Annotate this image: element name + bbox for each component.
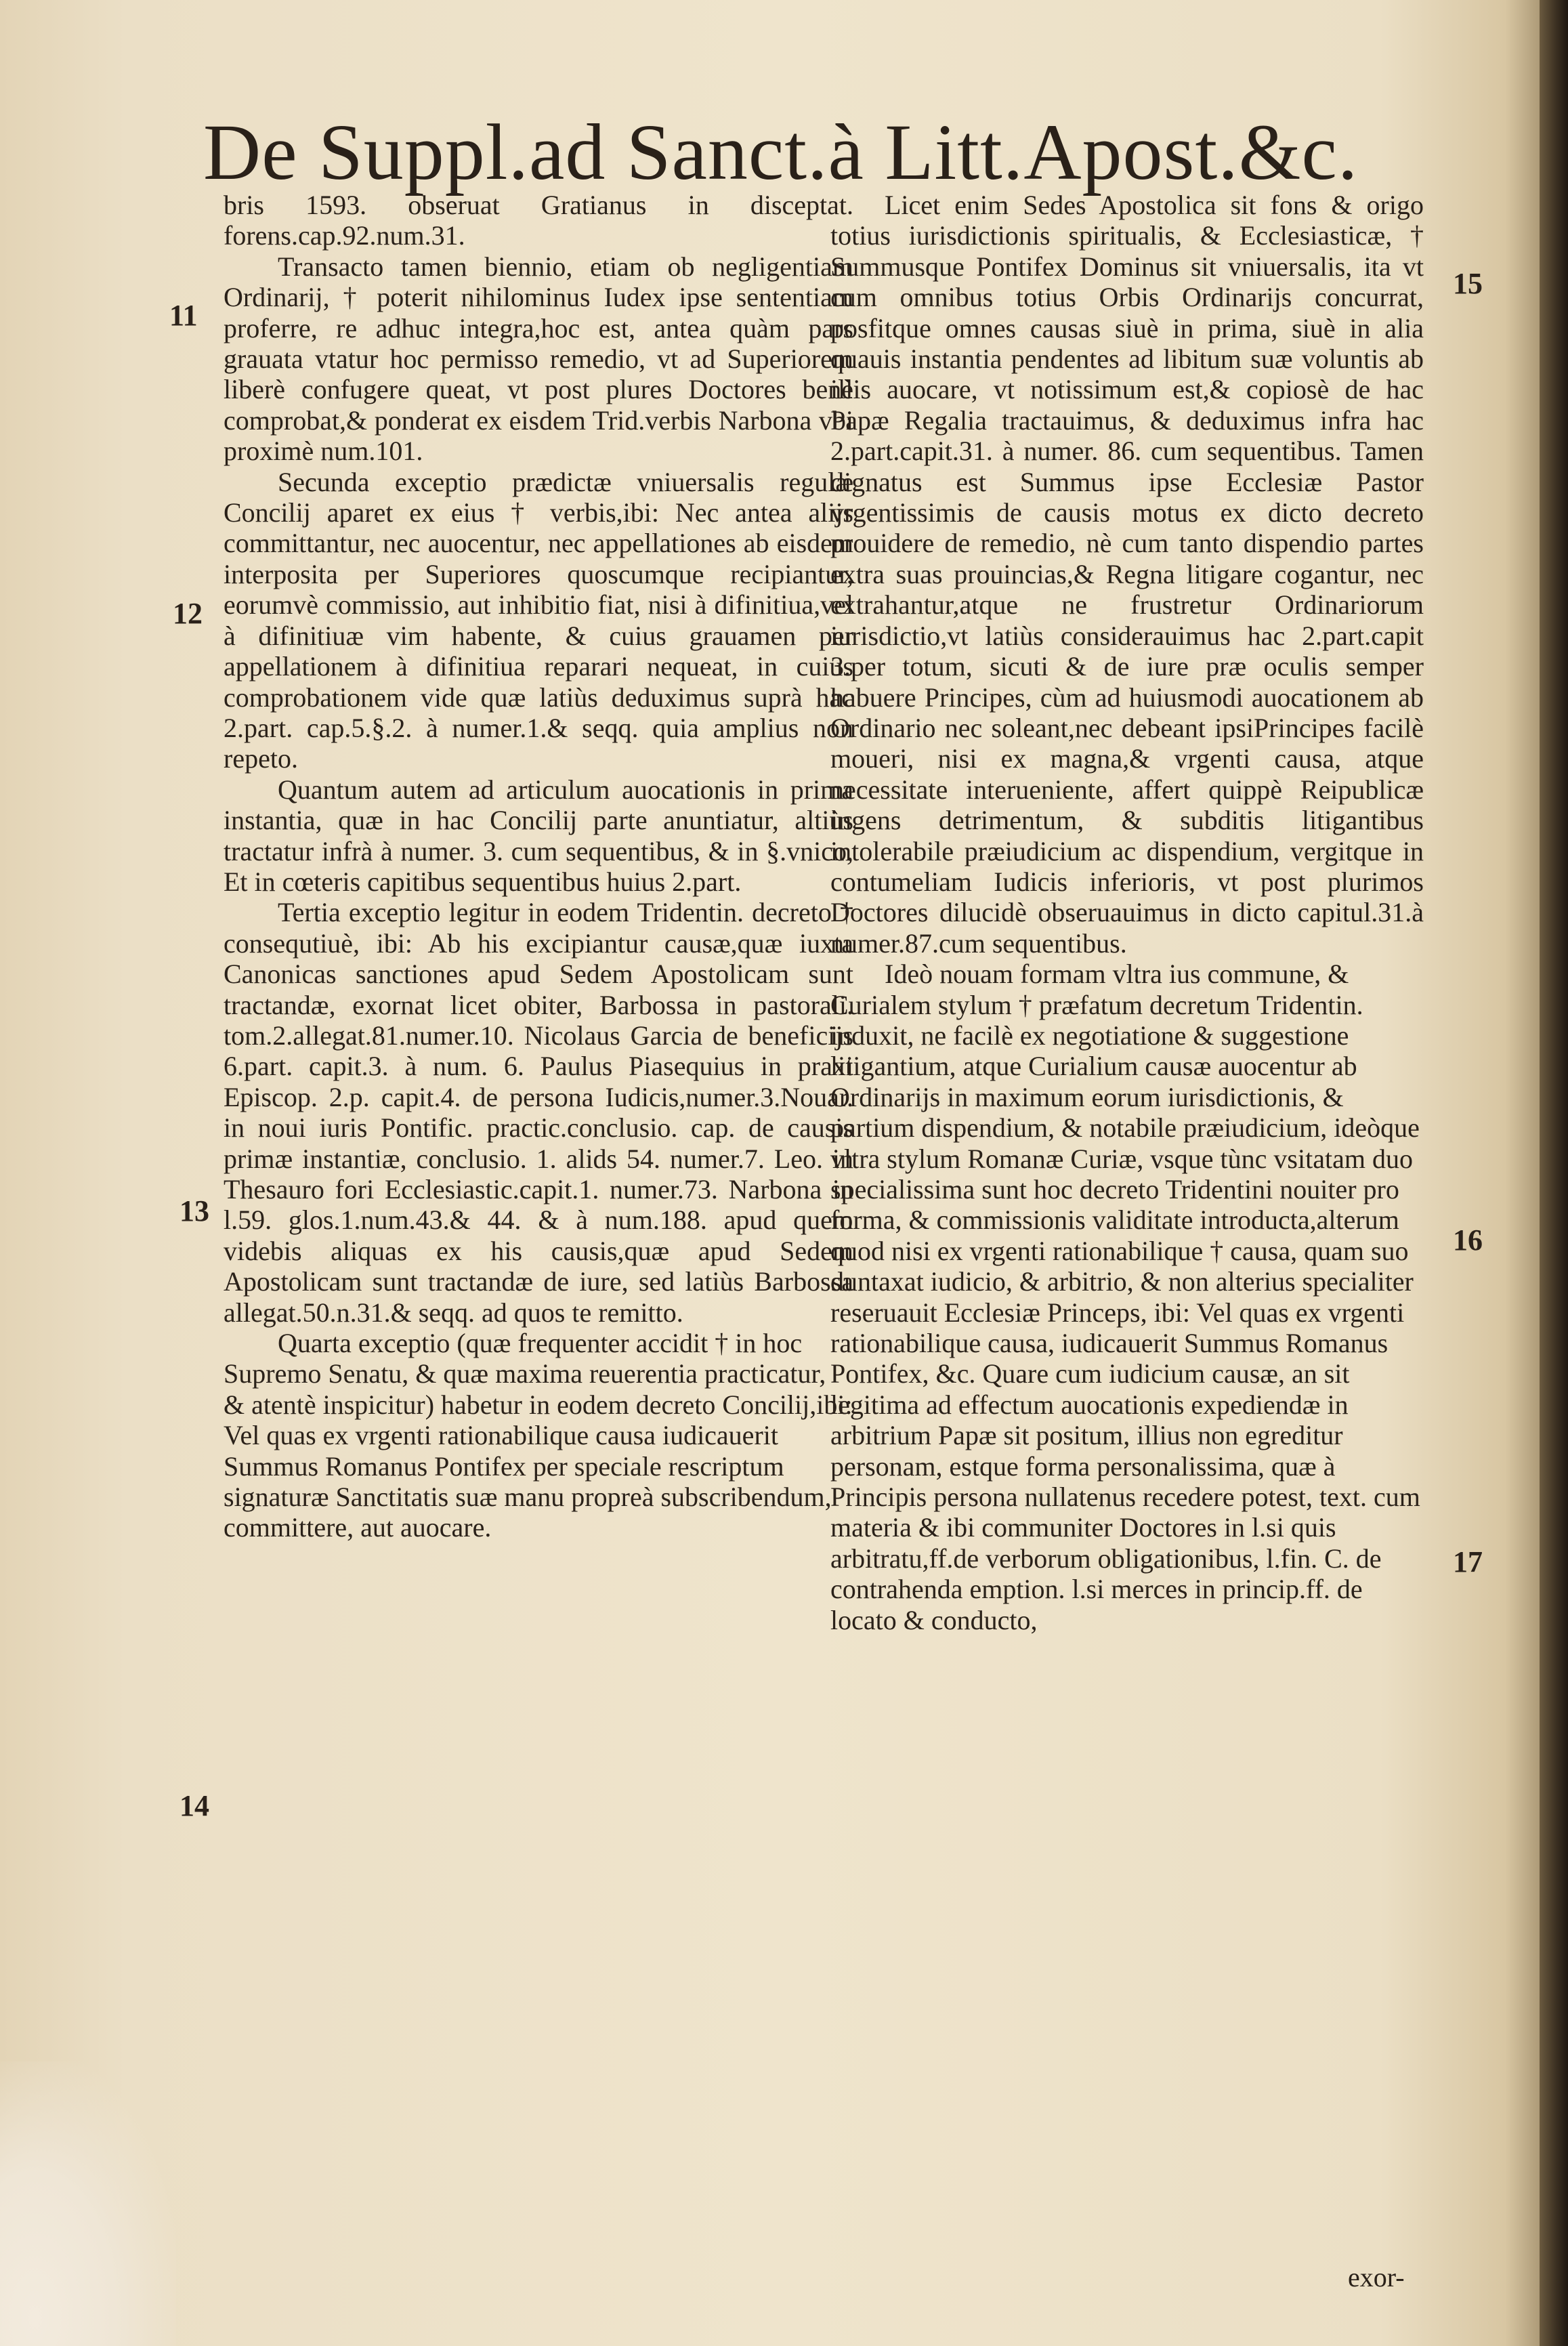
margin-number: 13 [179, 1194, 209, 1228]
margin-number: 16 [1453, 1223, 1483, 1257]
margin-number: 17 [1453, 1545, 1483, 1578]
paragraph: Quantum autem ad articulum auocationis in prima instantia, quæ in hac Concilij parte anuntiatur, altiùs tractatur infrà à numer. 3. cum sequentibus, & in §.vnico, Et in cœteris capitibus sequentibus huius 2.part. [224, 774, 853, 897]
right-column [830, 190, 1424, 1635]
catchword: exor- [1348, 2262, 1405, 2292]
paper-stain [0, 2061, 176, 2346]
running-head: De Suppl.ad Sanct.à Litt.Apost.&c. [203, 108, 1359, 196]
paragraph: Tertia exceptio legitur in eodem Tridentin. decreto † consequtiuè, ibi: Ab his excipiantur causæ,quæ iuxta Canonicas sanctiones apud Sedem Apostolicam sunt tractandæ, exornat licet obiter, Barbossa in pastorali. tom.2.allegat.81.numer.10. Nicolaus Garcia de beneficijs 6.part. capit.3. à num. 6. Paulus Piasequius in praxi Episcop. 2.p. capit.4. de persona Iudicis,numer.3.Nouar. in noui iuris Pontific. practic.conclusio. cap. de causis primæ instantiæ, conclusio. 1. alids 54. numer.7. Leo. in Thesauro fori Ecclesiastic.capit.1. numer.73. Narbona in l.59. glos.1.num.43.& 44. & à num.188. apud quem videbis aliquas ex his causis,quæ apud Sedem Apostolicam sunt tractandæ de iure, sed latiùs Barbossa allegat.50.n.31.& seqq. ad quos te remitto. [224, 897, 853, 1328]
paragraph: Secunda exceptio prædictæ vniuersalis regulæ Concilij aparet ex eius † verbis,ibi: Nec antea alijs committantur, nec auocentur, nec appellationes ab eisdem interposita per Superiores quoscumque recipiantur, eorumvè commissio, aut inhibitio fiat, nisi à difinitiua,vel à difinitiuæ vim habente, & cuius grauamen per appellationem à difinitiua reparari nequeat, in cuius comprobationem vide quæ latiùs deduximus suprà hac 2.part. cap.5.§.2. à numer.1.& seqq. quia amplius non repeto. [224, 466, 853, 774]
paragraph: Transacto tamen biennio, etiam ob negligentiam Ordinarij, † poterit nihilominus Iudex ipse sententiam proferre, re adhuc integra,hoc est, antea quàm pars grauata vtatur hoc permisso remedio, vt ad Superiorem liberè confugere queat, vt post plures Doctores benè comprobat,& ponderat ex eisdem Trid.verbis Narbona vbi proximè num.101. [224, 251, 853, 467]
paragraph: bris 1593. obseruat Gratianus in disceptat. forens.cap.92.num.31. [224, 190, 853, 251]
margin-number: 12 [173, 597, 203, 630]
page-binding-edge [1540, 0, 1568, 2346]
left-column [224, 190, 853, 1543]
margin-number: 15 [1453, 267, 1483, 300]
margin-number: 14 [179, 1789, 209, 1822]
paragraph: Ideò nouam formam vltra ius commune, & Curialem stylum † præfatum decretum Tridentin. induxit, ne facilè ex negotiatione & suggestione litigantium, atque Curialium causæ auocentur ab Ordinarijs in maximum eorum iurisdictionis, & partium dispendium, & notabile præiudicium, ideòque vltra stylum Romanæ Curiæ, vsque tùnc vsitatam duo specialissima sunt hoc decreto Tridentini nouiter pro forma, & commissionis validitate introducta,alterum quod nisi ex vrgenti rationabilique † causa, quam suo duntaxat iudicio, & arbitrio, & non alterius specialiter reseruauit Ecclesiæ Princeps, ibi: Vel quas ex vrgenti rationabilique causa, iudicauerit Summus Romanus Pontifex, &c. Quare cum iudicium causæ, an sit legitima ad effectum auocationis expediendæ in arbitrium Papæ sit positum, illius non egreditur personam, estque forma personalissima, quæ à Principis persona nullatenus recedere potest, text. cum materia & ibi communiter Doctores in l.si quis arbitratu,ff.de verborum obligationibus, l.fin. C. de contrahenda emption. l.si merces in princip.ff. de locato & conducto, [830, 959, 1420, 1635]
paragraph: Quarta exceptio (quæ frequenter accidit † in hoc Supremo Senatu, & quæ maxima reuerentia practicatur, & atentè inspicitur) habetur in eodem decreto Concilij,ibi: Vel quas ex vrgenti rationabilique causa iudicauerit Summus Romanus Pontifex per speciale rescriptum signaturæ Sanctitatis suæ manu propreà subscribendum, committere, aut auocare. [224, 1328, 853, 1543]
paragraph: Licet enim Sedes Apostolica sit fons & origo totius iurisdictionis spiritualis, & Ecclesiasticæ, † Summusque Pontifex Dominus sit vniuersalis, ita vt cum omnibus totius Orbis Ordinarijs concurrat, posfitque omnes causas siuè in prima, siuè in alia quauis instantia pendentes ad libitum suæ voluntis ab illis auocare, vt notissimum est,& copiosè de hac Papæ Regalia tractauimus, & deduximus infra hac 2.part.capit.31. à numer. 86. cum sequentibus. Tamen dignatus est Summus ipse Ecclesiæ Pastor vrgentissimis de causis motus ex dicto decreto prouidere de remedio, nè cum tanto dispendio partes extra suas prouincias,& Regna litigare cogantur, nec extrahantur,atque ne frustretur Ordinariorum iurisdictio,vt latiùs considerauimus hac 2.part.capit 3.per totum, sicuti & de iure præ oculis semper habuere Principes, cùm ad huiusmodi auocationem ab Ordinario nec soleant,nec debeant ipsiPrincipes facilè moueri, nisi ex magna,& vrgenti causa, atque necessitate interueniente, affert quippè Reipublicæ ingens detrimentum, & subditis litigantibus intolerabile præiudicium ac dispendium, vergitque in contumeliam Iudicis inferioris, vt post plurimos Doctores dilucidè obseruauimus in dicto capitul.31.à numer.87.cum sequentibus. [830, 190, 1424, 959]
margin-number: 11 [169, 299, 198, 332]
